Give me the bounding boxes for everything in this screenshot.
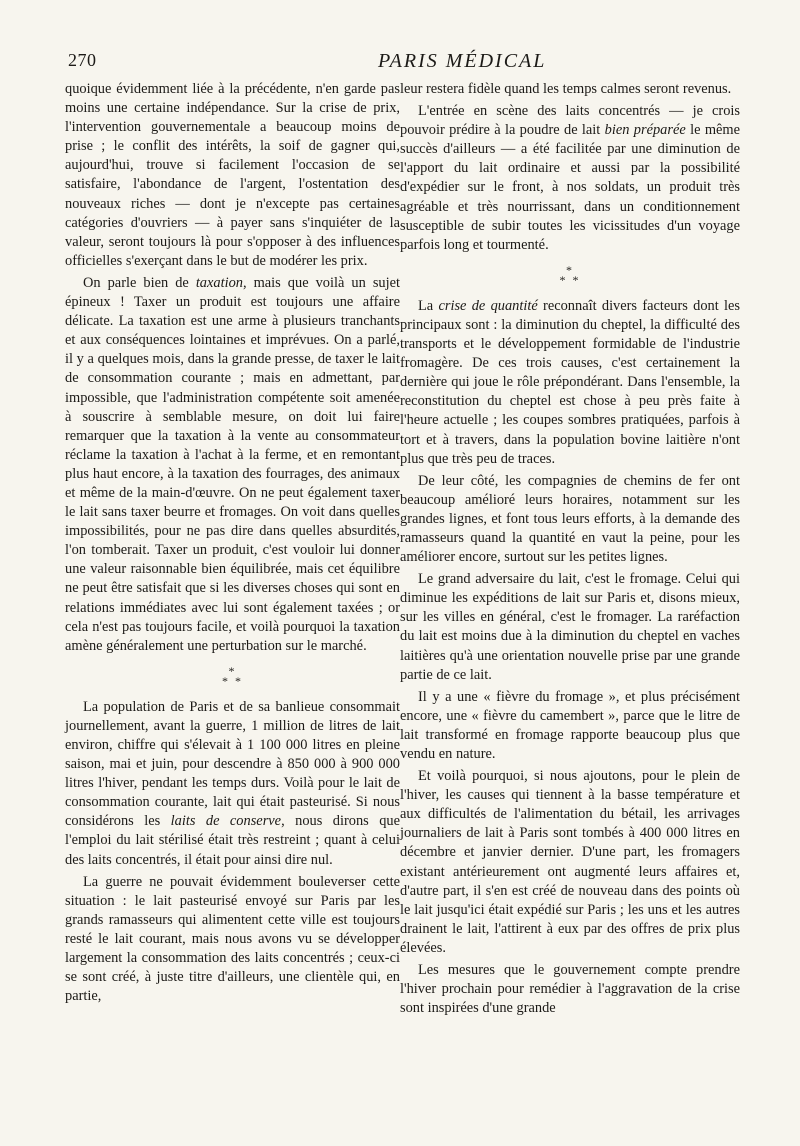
left-column (65, 80, 400, 1006)
paragraph: leur restera fidèle quand les temps calmes seront revenus. (400, 81, 732, 97)
paragraph: La guerre ne pouvait évidemment bouleverser cette situation : le lait pasteurisé envoyé sur Paris par les grands ramasseurs qui alimentent cette ville est toujours resté le lait courant, mais nous avons vu se développer largement la consommation des laits concentrés ; ceux-ci se sont créé, à juste titre d'ailleurs, une clientèle qui, en partie, (65, 873, 400, 1005)
right-column (400, 80, 740, 1018)
journal-title: PARIS MÉDICAL (378, 50, 547, 72)
paragraph: Il y a une « fièvre du fromage », et plus précisément encore, une « fièvre du camembert », parce que le litre de lait transformé en fromage rapporte beaucoup plus que vendu en nature. (400, 688, 740, 762)
section-separator: * * * (559, 262, 581, 287)
paragraph: On parle bien de taxation, mais que voilà un sujet épineux ! Taxer un produit est toujours une affaire délicate. La taxation est une arme à plusieurs tranchants et aux conséquences lointaines et imprévues. On a parlé, il y a quelques mois, dans la grande presse, de taxer le lait de consommation courante ; mais en admettant, par impossible, que l'administration compétente soit amenée à souscrire à semblable mesure, on doit lui faire remarquer que la taxation à la vente au consommateur réclame la taxation à l'achat à la ferme, et en remontant plus haut encore, à la taxation des fourrages, des animaux et même de la main-d'œuvre. On ne peut également taxer le lait sans taxer beurre et fromages. On voit dans quelles impossibilités, pour ne pas dire dans quelles absurdités, l'on tomberait. Taxer un produit, c'est vouloir lui donner une valeur raisonnable bien équilibrée, mais cet équilibre ne peut être satisfait que si les diverses choses qui sont en relations immédiates avec lui sont également taxées ; or cela n'est pas toujours facile, et voilà pourquoi la taxation amène généralement une perturbation sur le marché. (65, 274, 400, 654)
page-header (68, 50, 740, 74)
page-number: 270 (68, 50, 97, 70)
paragraph: Le grand adversaire du lait, c'est le fromage. Celui qui diminue les expéditions de lait sur Paris et, disons mieux, sur les villes en général, c'est le fromager. La raréfaction du lait est moins due à la diminution du cheptel en vaches laitières qu'à une orientation nouvelle prise par une grande partie de ce lait. (400, 571, 740, 683)
paragraph: De leur côté, les compagnies de chemins de fer ont beaucoup amélioré leurs horaires, notamment sur les grandes lignes, et font tous leurs efforts, à la demande des ramasseurs quand la quantité en vaut la peine, pour les améliorer encore, surtout sur les petites lignes. (400, 472, 740, 566)
paragraph: La population de Paris et de sa banlieue consommait journellement, avant la guerre, 1 million de litres de lait environ, chiffre qui s'élevait à 1 100 000 litres en pleine saison, mai et juin, pour descendre à 850 000 à 900 000 litres l'hiver, pendant les temps durs. Voilà pour le lait de consommation courante, lait qui était pasteurisé. Si nous considérons les laits de conserve, nous dirons que l'emploi du lait stérilisé était très restreint ; quant à celui des laits concentrés, il était pour ainsi dire nul. (65, 698, 400, 868)
paragraph: La crise de quantité reconnaît divers facteurs dont les principaux sont : la diminution du cheptel, la difficulté des transports et le développement formidable de l'industrie fromagère. De ces trois causes, c'est certainement la dernière qui joue le rôle prépondérant. Dans l'ensemble, la reconstitution du cheptel est chose à peu près faite à l'heure actuelle ; les coupes sombres pratiquées, parfois à tort et à travers, dans la population bovine laitière n'ont plus que très peu de traces. (400, 297, 740, 467)
paragraph: Et voilà pourquoi, si nous ajoutons, pour le plein de l'hiver, les causes qui tiennent à la basse température et aux difficultés de l'alimentation du bétail, les arrivages journaliers de lait à Paris sont tombés à 400 000 litres en décembre et janvier dernier. D'une part, les fromagers existant antérieurement ont augmenté leurs affaires et, d'autre part, il s'en est créé de nouveau dans des points où le lait jusqu'ici était expédié sur Paris ; les uns et les autres drainent le lait, l'attirent à eux par des offres de prix plus élevées. (400, 768, 740, 956)
paragraph: L'entrée en scène des laits concentrés — je crois pouvoir prédire à la poudre de lait bien préparée le même succès d'ailleurs — a été facilitée par une diminution de l'apport du lait ordinaire et aussi par la possibilité d'expédier sur le front, à nos soldats, un produit très agréable et très nourrissant, dans un conditionnement susceptible de subir toutes les vicissitudes d'un voyage parfois long et tourmenté. (400, 103, 740, 253)
paragraph: Les mesures que le gouvernement compte prendre l'hiver prochain pour remédier à l'aggravation de la crise sont inspirées d'une grande (400, 962, 740, 1017)
paragraph: quoique évidemment liée à la précédente, n'en garde pas moins une certaine indépendance. Sur la crise de prix, l'intervention gouvernementale a beaucoup moins de prise ; le conflit des intérêts, la soif de gagner qui, aujourd'hui, trouve si facilement l'occasion de se satisfaire, l'abondance de l'argent, l'ostentation des nouveaux riches — dont je n'excepte pas certaines catégories d'ouvriers — à payer sans s'inquiéter de la valeur, seront toujours là pour s'opposer à des influences officielles s'exerçant dans le but de modérer les prix. (65, 81, 400, 269)
section-separator: * * * (222, 663, 243, 688)
